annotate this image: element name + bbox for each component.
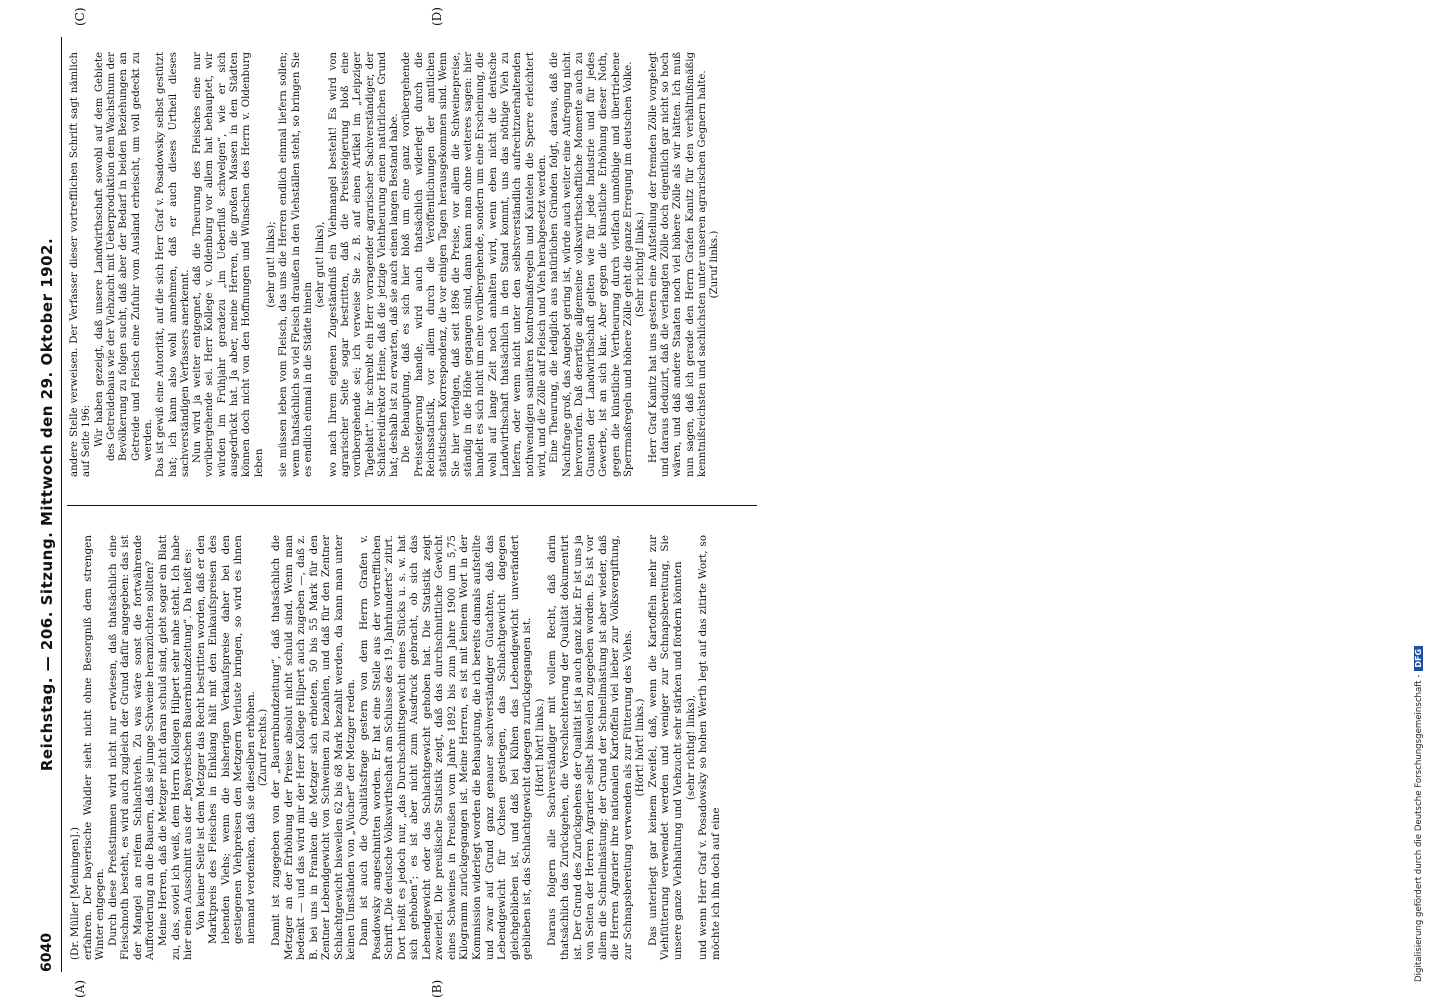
margin-label-b: (B): [430, 979, 444, 998]
interjection: (Zuruf rechts.): [257, 708, 270, 787]
interjection: (Hört! hört! links.): [533, 698, 546, 797]
page-number: 6040: [39, 933, 55, 972]
interjection: (Zuruf links.): [709, 230, 721, 299]
dfg-logo: DFG: [1414, 646, 1423, 671]
interjection: (sehr gut! links),: [315, 221, 327, 308]
paragraph: Durch diese Preßstimmen wird nicht nur erwiesen, daß thatsächlich eine Fleischnoth besteht, es wird auch zugleich der Grund dafür angegeben: das ist der Mangel an reifem Schlachtvieh. Zu was wäre sonst die fortwährende Aufforderung an die Bauern, daß sie junge Schweine heranzüchten sollten?: [106, 535, 157, 960]
margin-label-a: (A): [73, 979, 87, 998]
interjection: (Sehr richtig! links.): [635, 212, 647, 317]
speaker-line: (Dr. Müller [Meiningen].): [69, 827, 81, 960]
page-header: [35, 37, 62, 972]
digitization-note: [1414, 646, 1424, 982]
paragraph: andere Stelle verweisen. Der Verfasser dieser vortrefflichen Schrift sagt nämlich auf Seite 196:: [69, 52, 93, 477]
page-title: Reichstag. — 206. Sitzung. Mittwoch den 29. Oktober 1902.: [38, 237, 56, 772]
margin-label-c: (C): [73, 7, 87, 26]
paragraph: Daraus folgern alle Sachverständiger mit vollem Recht, daß darin thatsächlich das Zurückgehen, die Verschlechterung der Qualität dokumentirt ist. Der Grund des Zurückgehens der Qualität ist ja auch ganz klar. Er ist uns ja von Seiten der Herren Agrarier selbst bisweilen zugegeben worden. Es ist vor allem die Schnellmästung; der Grund der Schnellmästung ist aber wieder, daß die Herren Agrarier ihre nationalen Kartoffeln viel lieber zur Volksvergiftung, zur Schnapsbereitung verwenden als zur Fütterung des Viehs.: [546, 535, 634, 960]
quotation: Von keiner Seite ist dem Metzger das Recht bestritten worden, daß er den Marktpreis des Fleisches in Einklang hält mit den Einkaufspreisen des lebenden Viehs; wenn die bisherigen Verkaufspreise daher bei den gestiegenen Viehpreisen den Metzgern Verluste bringen, so wird es ihnen niemand verdenken, daß sie dieselben erhöhen.: [194, 535, 257, 944]
margin-label-d: (D): [430, 7, 444, 26]
paragraph: Das unterliegt gar keinem Zweifel, daß, wenn die Kartoffeln mehr zur Viehfütterung verwendet werden und weniger zur Schnapsbereitung, Sie unsere ganze Viehhaltung und Viehzucht sehr stärken und fördern könnten: [646, 535, 684, 960]
paragraph: Herr Graf Kanitz hat uns gestern eine Aufstellung der fremden Zölle vorgelegt und daraus deduzirt, daß die verlangten Zölle doch eigentlich gar nicht so hoch wären, und daß andere Staaten noch viel höhere Zölle als wir hätten. Ich muß nun sagen, daß ich gerade den Herrn Grafen Kanitz für den verhältnißmäßig kenntnißreichsten und sachlichsten unter unseren agrarischen Gegnern halte.: [647, 52, 708, 477]
paragraph: Nun wird ja weiter entgegnet, daß die Theurung des Fleisches eine nur vorübergehende sei. Herr Kollege v. Oldenburg vor allem hat behauptet, wir würden im Frühjahr geradezu „im Ueberfluß schwelgen“, wie er sich ausgedrückt hat. Ja aber, meine Herren, die großen Massen in den Städten können doch nicht von den Hoffnungen und Wünschen des Herrn v. Oldenburg leben: [192, 52, 265, 477]
paragraph: wo nach Ihrem eigenen Zugeständniß ein Viehmangel besteht! Es wird von agrarischer Seite sogar bestritten, daß die Preissteigerung bloß eine vorübergehende sei; ich verweise Sie z. B. auf einen Artikel im „Leipziger Tageblatt“. Ihr schreibt ein Herr vorragender agrarischer Sachverständiger, der Schäfereidirektor Heine, daß die jetzige Viehtheurung einen natürlichen Grund hat; deshalb ist zu erwarten, daß sie auch einen langen Bestand habe.: [327, 52, 401, 477]
rotated-page: [35, 7, 765, 998]
interjection: (sehr richtig! links),: [684, 694, 697, 801]
paragraph: Das ist gewiß eine Autorität, auf die sich Herr Graf v. Posadowsky selbst gestützt hat; ich kann also wohl annehmen, daß er auch dieses Urtheil dieses sachverständigen Verfassers anerkennt.: [155, 52, 191, 477]
paragraph: Meine Herren, daß die Metzger nicht daran schuld sind, giebt sogar ein Blatt zu, das, soviel ich weiß, dem Herrn Kollegen Hilpert sehr nahe steht. Ich habe hier einen Ausschnitt aus der „Bayerischen Bauernbundzeitung“. Da heißt es:: [156, 535, 195, 960]
right-column: [69, 52, 722, 477]
column-divider: [67, 505, 757, 506]
digitization-text: Digitalisierung gefördert durch die Deutsche Forschungsgemeinschaft -: [1414, 674, 1424, 982]
left-column: [69, 535, 722, 960]
quotation: Wir haben gezeigt, daß unsere Landwirthschaft sowohl auf dem Gebiete des Getreidebaus wie der Viehzucht mit Ueberproduktion dem Wachsthum der Bevölkerung zu folgen sucht, daß aber der Bedarf in beiden Beziehungen an Getreide und Fleisch eine Zufuhr vom Ausland erheischt, um voll gedeckt zu werden.: [93, 52, 154, 461]
paragraph: sie müssen leben vom Fleisch, das uns die Herren endlich einmal liefern sollen; wenn thatsächlich so viel Fleisch draußen in den Viehställen steht, so bringen Sie es endlich einmal in die Städte hinein: [278, 52, 314, 477]
interjection: (sehr gut! links);: [266, 221, 277, 308]
interjection: (Hört! hört! links.): [634, 698, 647, 797]
paragraph: Die Behauptung, daß es sich hier bloß um eine ganz vorübergehende Preissteigerung handle, wird auch thatsächlich widerlegt durch die Reichsstatistik, vor allem durch die Veröffentlichungen der amtlichen statistischen Korrespondenz, die vor einigen Tagen herausgekommen sind. Wenn Sie hier verfolgen, daß seit 1896 die Preise, vor allem die Schweinepreise, ständig in die Höhe gegangen sind, dann kann man ohne weiteres sagen: hier handelt es sich nicht um eine vorübergehende, sondern um eine Erscheinung, die wohl auf lange Zeit noch anhalten wird, wenn eben nicht die deutsche Landwirthschaft thatsächlich in den Stand kommt, uns das nöthige Vieh zu liefern, oder wenn nicht unter den selbstverständlich aufrechtzuerhaltenden nothwendigen sanitären Kontrolmaßregeln und Kautelen die Sperre erleichtert wird, und die Zölle auf Fleisch und Vieh herabgesetzt werden.: [401, 52, 548, 477]
paragraph: Eine Theurung, die lediglich aus natürlichen Gründen folgt, daraus, daß die Nachfrage groß, das Angebot gering ist, würde auch weiter eine Aufregung nicht hervorrufen. Daß derartige allgemeine volkswirthschaftliche Momente auch zu Gunsten der Landwirthschaft gelten wie für jede Industrie und für jedes Gewerbe, ist an sich klar. Aber gegen die künstliche Erhöhung dieser Noth, gegen die künstliche Vertheurung durch vielfach unnöthige und übertriebene Sperrmaßregeln und höhere Zölle geht die ganze Erregung im deutschen Volke.: [549, 52, 635, 477]
paragraph: und wenn Herr Graf v. Posadowsky so hohen Werth legt auf das zitirte Wort, so möchte ich ihn doch auf eine: [697, 535, 722, 960]
paragraph: Dann ist auch die Qualitätsfrage gestern von dem Herrn Grafen v. Posadowsky angeschnitten worden. Er hat eine Stelle aus der vortrefflichen Schrift „Die deutsche Volkswirthschaft am Schlusse des 19. Jahrhunderts“ zitirt. Dort heißt es jedoch nur, „das Durchschnittsgewicht eines Stücks u. s. w. hat sich gehoben“; es ist aber nicht zum Ausdruck gebracht, ob sich das Lebendgewicht oder das Schlachtgewicht gehoben hat. Die Statistik zeigt zweierlei. Die preußische Statistik zeigt, daß das durchschnittliche Gewicht eines Schweines in Preußen vom Jahre 1892 bis zum Jahre 1900 um 5,75 Kilogramm zurückgegangen ist. Meine Herren, es ist mit keinem Wort in der Kommission widerlegt worden die Behauptung, die ich bereits damals aufstellte und zwar auf Grund ganz genauer sachverständiger Gutachten, daß das Lebendgewicht für Ochsen gestiegen, das Schlachtgewicht dagegen gleichgeblieben ist, und daß bei Kühen das Lebendgewicht unverändert geblieben ist, das Schlachtgewicht dagegen zurückgegangen ist.: [357, 535, 534, 960]
paragraph: Damit ist zugegeben von der „Bauernbundzeitung“, daß thatsächlich die Metzger an der Erhöhung der Preise absolut nicht schuld sind. Wenn man bedenkt — und das wird mir der Herr Kollege Hilpert auch zugeben —, daß z. B. bei uns in Franken die Metzger sich erbieten, 50 bis 55 Mark für den Zentner Lebendgewicht von Schweinen zu bezahlen, und daß für den Zentner Schlachtgewicht bisweilen 62 bis 68 Mark bezahlt werden, da kann man unter keinen Umständen von „Wucher“ der Metzger reden.: [270, 535, 358, 960]
paragraph: erfahren. Der bayerische Waldler sieht nicht ohne Besorgniß dem strengen Winter entgegen.: [81, 535, 107, 960]
